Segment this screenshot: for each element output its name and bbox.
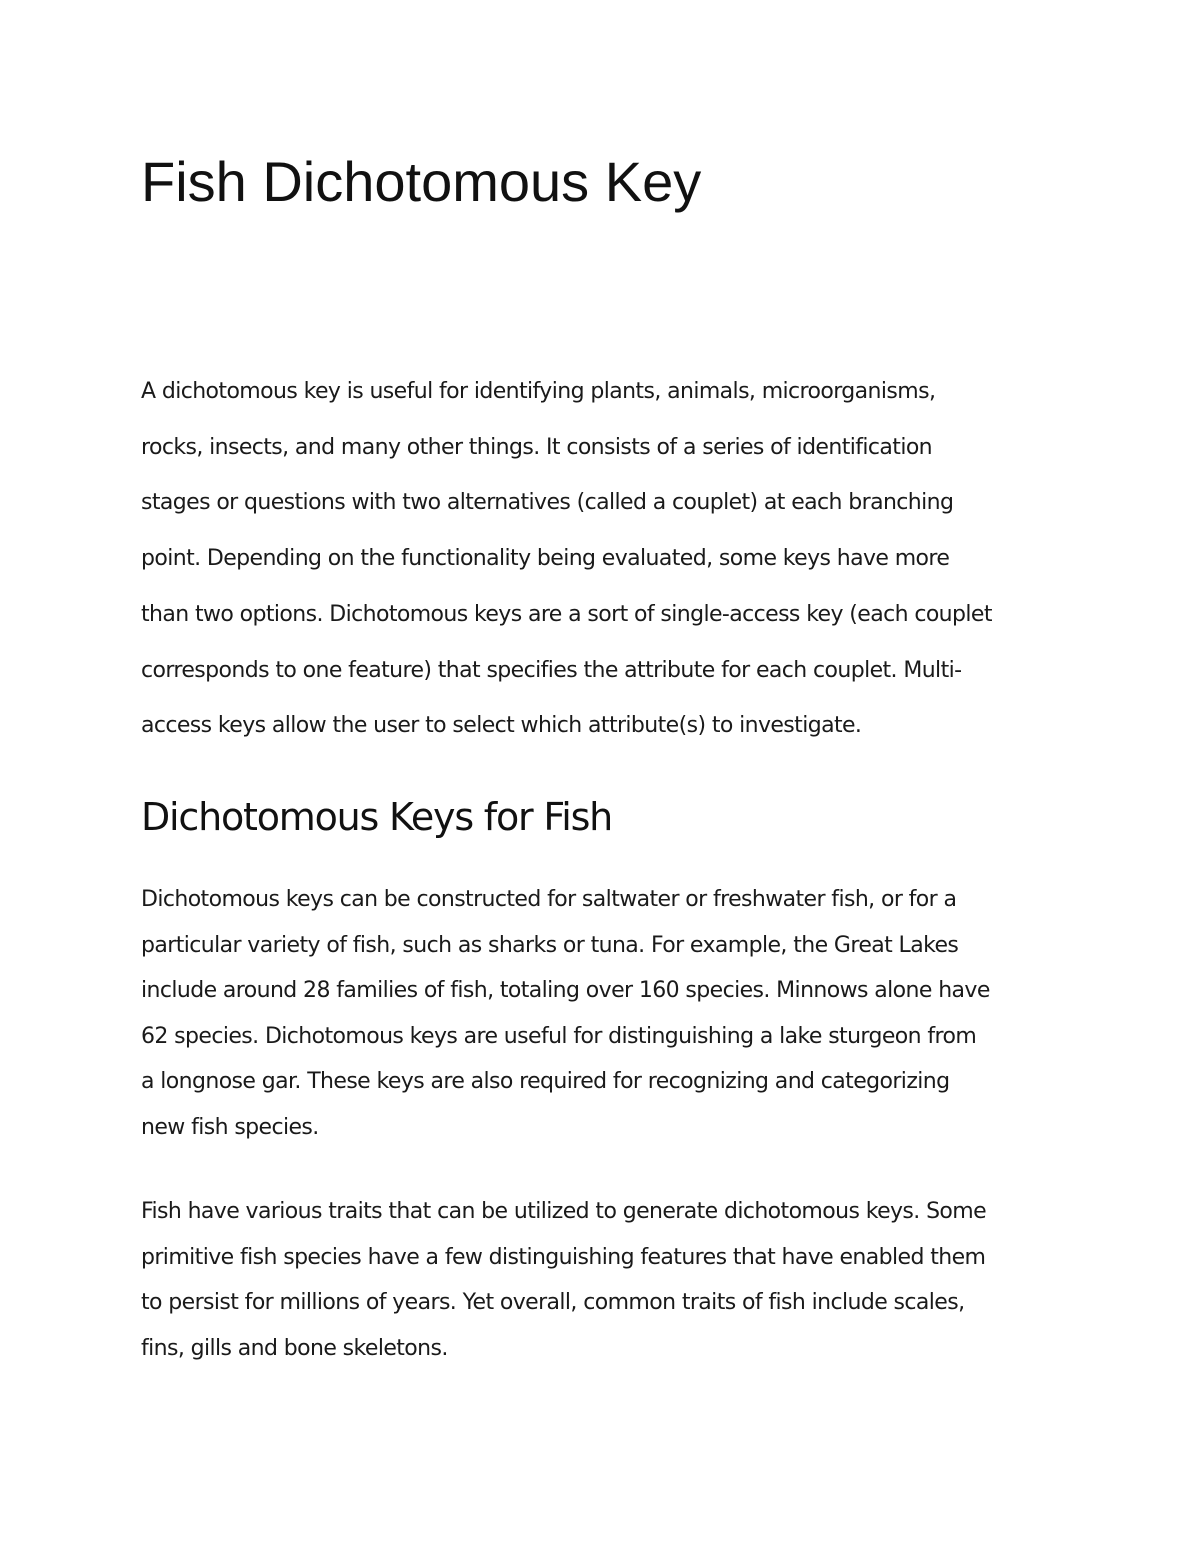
paragraph-line: primitive fish species have a few distinguishing features that have enabled them (141, 1244, 986, 1270)
paragraph-line: Dichotomous keys can be constructed for saltwater or freshwater fish, or for a (141, 887, 957, 912)
paragraph-line: include around 28 families of fish, totaling over 160 species. Minnows alone have (141, 978, 990, 1003)
intro-line: rocks, insects, and many other things. It consists of a series of identification (141, 434, 933, 460)
intro-paragraph (141, 364, 992, 754)
paragraph-line: Fish have various traits that can be utilized to generate dichotomous keys. Some (141, 1199, 987, 1224)
intro-line: A dichotomous key is useful for identifying plants, animals, microorganisms, (141, 379, 936, 404)
paragraph-line: particular variety of fish, such as sharks or tuna. For example, the Great Lakes (141, 932, 959, 958)
paragraph-line: to persist for millions of years. Yet overall, common traits of fish include scales, (141, 1290, 965, 1316)
document-title: Fish Dichotomous Key (141, 150, 702, 213)
intro-line: stages or questions with two alternatives (called a couplet) at each branching (141, 490, 954, 516)
section-paragraph-2 (141, 1189, 986, 1371)
paragraph-line: a longnose gar. These keys are also required for recognizing and categorizing (141, 1069, 950, 1094)
intro-line: than two options. Dichotomous keys are a sort of single-access key (each couplet (141, 601, 992, 627)
paragraph-line: fins, gills and bone skeletons. (141, 1335, 448, 1361)
section-heading: Dichotomous Keys for Fish (141, 795, 613, 839)
intro-line: point. Depending on the functionality being evaluated, some keys have more (141, 546, 950, 572)
paragraph-line: 62 species. Dichotomous keys are useful for distinguishing a lake sturgeon from (141, 1023, 977, 1049)
section-paragraph-1 (141, 877, 990, 1150)
intro-line: corresponds to one feature) that specifies the attribute for each couplet. Multi- (141, 657, 962, 683)
intro-line: access keys allow the user to select which attribute(s) to investigate. (141, 713, 862, 739)
paragraph-line: new fish species. (141, 1114, 319, 1140)
